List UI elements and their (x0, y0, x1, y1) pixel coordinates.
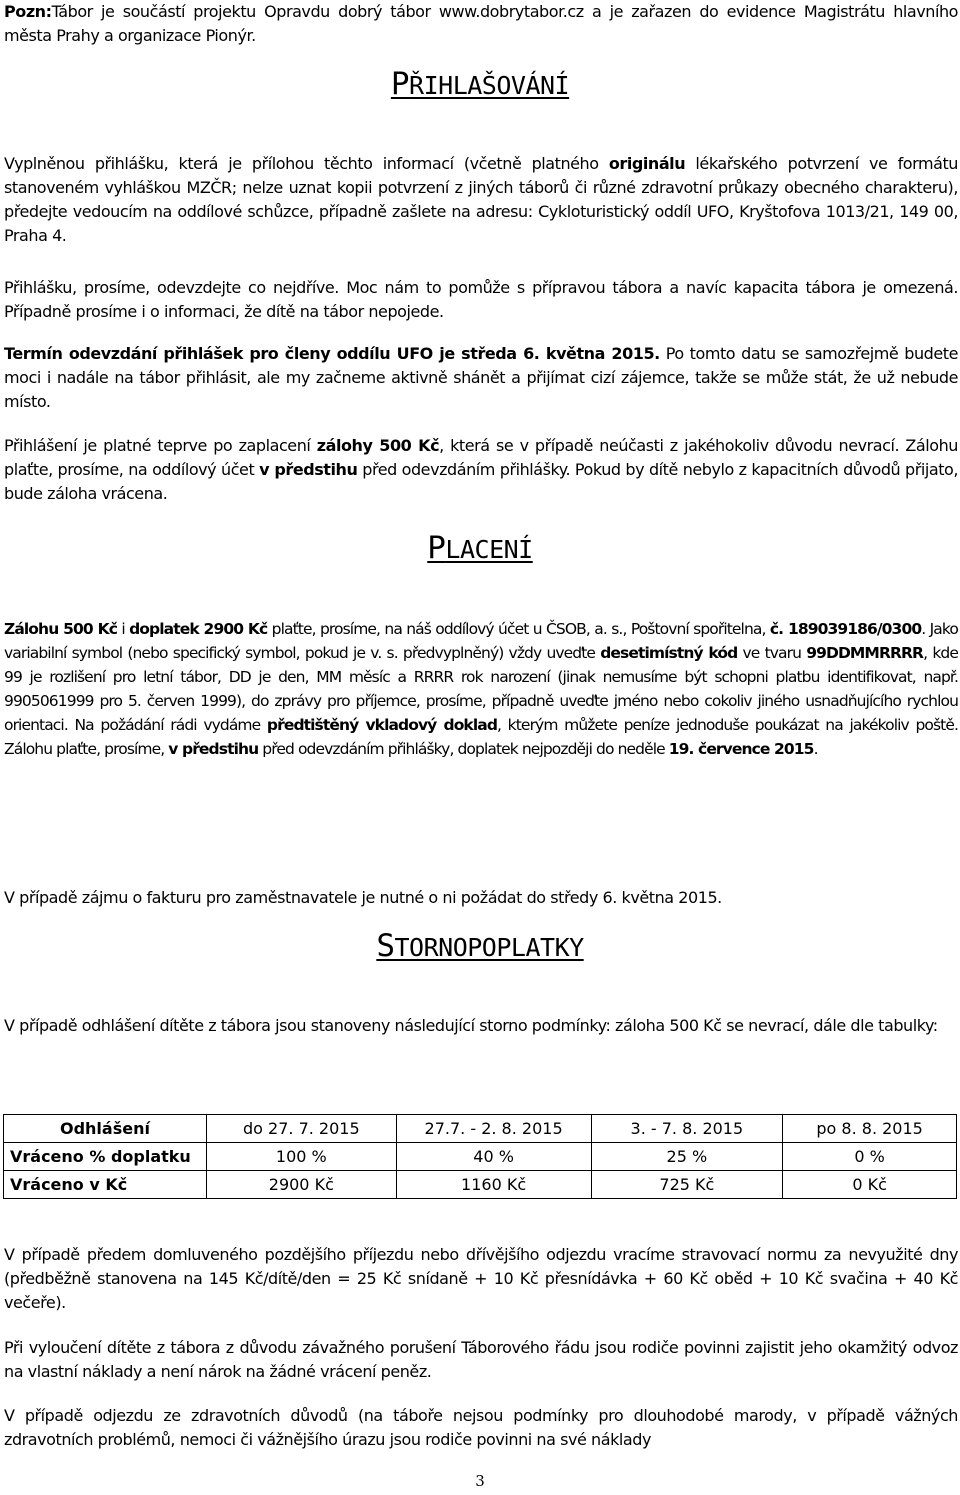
prihlasovani-paragraph-4: Přihlášení je platné teprve po zaplacení zálohy 500 Kč, která se v případě neúčasti z jakéhokoliv důvodu nevrací. Zálohu plaťte, prosíme, na oddílový účet v předstihu před odevzdáním přihlášky. Pokud by dítě nebylo z kapacitních důvodů přijato, bude záloha vrácena. (4, 436, 959, 503)
table-row (4, 1171, 957, 1199)
storno-paragraph-4: V případě odjezdu ze zdravotních důvodů (na táboře nejsou podmínky pro dlouhodobé marody, v případě vážných zdravotních problémů, nemoci či vážnějšího úrazu jsou rodiče povinni na své náklady (4, 1406, 958, 1449)
heading-storno: STORNOPOPLATKY (376, 928, 584, 964)
storno-paragraph-1: V případě odhlášení dítěte z tábora jsou stanoveny následující storno podmínky: záloha 500 Kč se nevrací, dále dle tabulky: (4, 1016, 938, 1035)
page-number: 3 (475, 1472, 485, 1490)
table-cell: 100 % (206, 1143, 396, 1171)
table-cell: po 8. 8. 2015 (783, 1115, 957, 1143)
intro-note (4, 0, 958, 48)
heading-placeni: PLACENÍ (427, 530, 533, 566)
prihlasovani-paragraph-3: Termín odevzdání přihlášek pro členy oddílu UFO je středa 6. května 2015. Po tomto datu se samozřejmě budete moci i nadále na tábor přihlásit, ale my začneme aktivně shánět a přijímat cizí zájemce, takže se může stát, že už nebude místo. (4, 344, 958, 411)
storno-paragraph-3: Při vyloučení dítěte z tábora z důvodu závažného porušení Táborového řádu jsou rodiče povinni zajistit jeho okamžitý odvoz na vlastní náklady a není nárok na žádné vrácení peněz. (4, 1338, 958, 1381)
table-cell: 1160 Kč (396, 1171, 591, 1199)
table-cell: 725 Kč (591, 1171, 783, 1199)
table-cell: do 27. 7. 2015 (206, 1115, 396, 1143)
table-row (4, 1143, 957, 1171)
storno-paragraph-2: V případě předem domluveného pozdějšího příjezdu nebo dřívějšího odjezdu vracíme stravovací normu za nevyužité dny (předběžně stanovena na 145 Kč/dítě/den = 25 Kč snídaně + 10 Kč přesnídávka + 60 Kč oběd + 10 Kč svačina + 40 Kč večeře). (4, 1245, 958, 1312)
storno-table (3, 1114, 957, 1199)
prihlasovani-paragraph-1: Vyplněnou přihlášku, která je přílohou těchto informací (včetně platného originálu lékařského potvrzení ve formátu stanoveném vyhláškou MZČR; nelze uznat kopii potvrzení z jiných táborů či různé zdravotní průkazy obecného charakteru), předejte vedoucím na oddílové schůzce, případně zašlete na adresu: Cykloturistický oddíl UFO, Kryštofova 1013/21, 149 00, Praha 4. (4, 154, 958, 245)
table-cell: Odhlášení (4, 1115, 207, 1143)
placeni-paragraph-1: Zálohu 500 Kč i doplatek 2900 Kč plaťte, prosíme, na náš oddílový účet u ČSOB, a. s., Poštovní spořitelna, č. 189039186/0300. Jako variabilní symbol (nebo specifický symbol, pokud je v. s. předvyplněný) vždy uveďte desetimístný kód ve tvaru 99DDMMRRRR, kde 99 je rozlišení pro letní tábor, DD je den, MM měsíc a RRRR rok narození (jinak nemusíme být schopni platbu identifikovat, např. 9905061999 pro 5. červen 1999), do zprávy pro příjemce, prosíme, případně uveďte jméno nebo cokoliv jiného usnadňujícího rychlou orientaci. Na požádání rádi vydáme předtištěný vkladový doklad, kterým můžete peníze jednoduše poukázat na jakékoliv poště. Zálohu plaťte, prosíme, v předstihu před odevzdáním přihlášky, doplatek nejpozději do neděle 19. července 2015. (4, 620, 958, 758)
table-cell: 0 % (783, 1143, 957, 1171)
table-cell: 25 % (591, 1143, 783, 1171)
prihlasovani-paragraph-2: Přihlášku, prosíme, odevzdejte co nejdříve. Moc nám to pomůže s přípravou tábora a navíc kapacita tábora je omezená. Případně prosíme i o informaci, že dítě na tábor nepojede. (4, 278, 958, 321)
table-cell: 40 % (396, 1143, 591, 1171)
table-cell: 27.7. - 2. 8. 2015 (396, 1115, 591, 1143)
table-cell: 0 Kč (783, 1171, 957, 1199)
table-cell: Vráceno % doplatku (4, 1143, 207, 1171)
table-cell: 2900 Kč (206, 1171, 396, 1199)
intro-text: Tábor je součástí projektu Opravdu dobrý tábor www.dobrytabor.cz a je zařazen do evidence Magistrátu hlavního města Prahy a organizace Pionýr. (4, 2, 958, 45)
table-cell: 3. - 7. 8. 2015 (591, 1115, 783, 1143)
table-cell: Vráceno v Kč (4, 1171, 207, 1199)
heading-prihlasovani: PŘIHLAŠOVÁNÍ (390, 66, 570, 102)
intro-label: Pozn: (4, 2, 52, 21)
deadline-text: Termín odevzdání přihlášek pro členy oddílu UFO je středa 6. května 2015. (4, 344, 660, 363)
placeni-paragraph-2: V případě zájmu o fakturu pro zaměstnavatele je nutné o ni požádat do středy 6. května 2015. (4, 888, 722, 907)
table-header-row (4, 1115, 957, 1143)
